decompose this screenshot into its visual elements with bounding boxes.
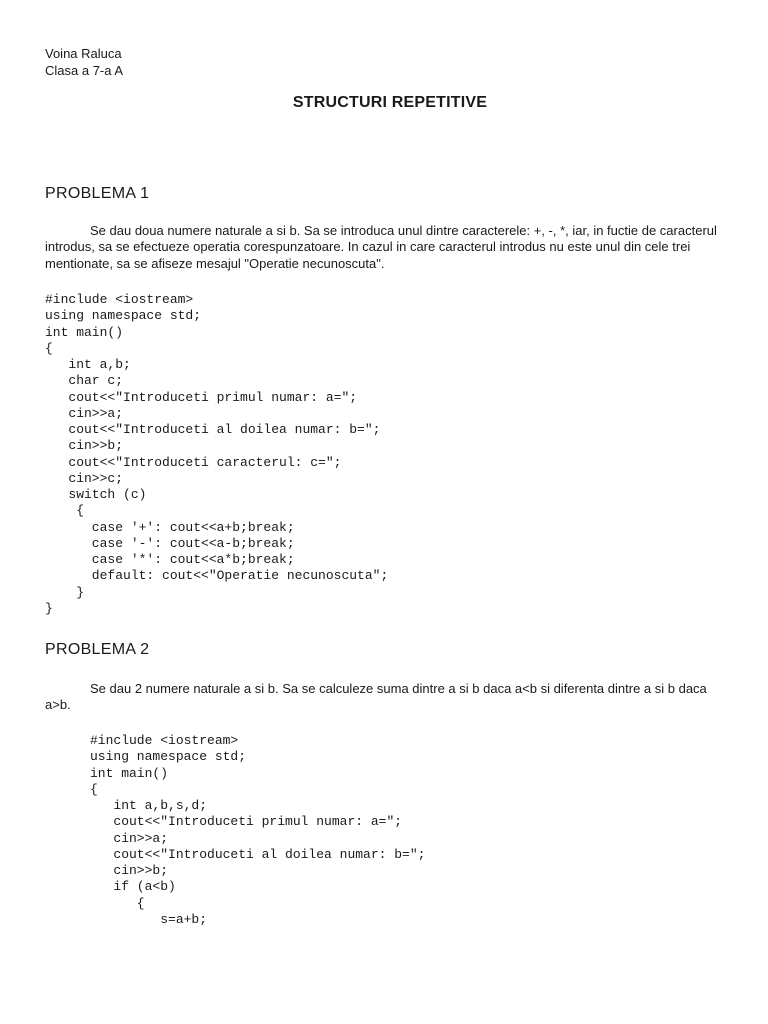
document-title: STRUCTURI REPETITIVE bbox=[292, 94, 488, 111]
code-line: } bbox=[45, 584, 85, 600]
code-line: int a,b; bbox=[45, 357, 131, 372]
code-line: case '-': cout<<a-b;break; bbox=[45, 535, 295, 551]
problem-2-heading: PROBLEMA 2 bbox=[45, 641, 150, 658]
code-line: cout<<"Introduceti primul numar: a="; bbox=[90, 814, 403, 830]
code-line: cout<<"Introduceti al doilea numar: b="; bbox=[90, 846, 426, 862]
code-line: { bbox=[45, 503, 85, 519]
code-line: switch (c) bbox=[45, 487, 147, 502]
code-line: case '+': cout<<a+b;break; bbox=[45, 519, 295, 535]
author-block bbox=[45, 45, 123, 79]
problem-2-code bbox=[90, 733, 425, 928]
code-line: cout<<"Introduceti caracterul: c="; bbox=[45, 454, 342, 470]
code-line: cin>>b; bbox=[45, 438, 124, 454]
problem-2-statement: Se dau 2 numere naturale a si b. Sa se calculeze suma dintre a si b daca a<b si diferenta dintre a si b daca a>b. bbox=[45, 681, 707, 713]
code-line: cin>>c; bbox=[45, 470, 124, 486]
code-line: int a,b,s,d; bbox=[90, 798, 208, 813]
problem-1-statement: Se dau doua numere naturale a si b. Sa se introduca unul dintre caracterele: +, -, *, iar, in fuctie de caracterul introdus, sa se efectueze operatia corespunzatoare. In cazul in care caracterul introdus nu este unul din cele trei mentionate, sa se afiseze mesajul "Operatie necunoscuta". bbox=[45, 223, 717, 271]
code-line: cin>>a; bbox=[45, 405, 124, 421]
code-line: using namespace std; bbox=[90, 749, 247, 765]
code-line: default: cout<<"Operatie necunoscuta"; bbox=[45, 568, 389, 584]
code-line: using namespace std; bbox=[45, 308, 202, 324]
code-line: cout<<"Introduceti al doilea numar: b="; bbox=[45, 422, 381, 437]
author-class: Clasa a 7-a A bbox=[45, 63, 124, 78]
code-line: if (a<b) bbox=[90, 879, 176, 895]
code-line: int main() bbox=[90, 765, 169, 781]
code-line: #include <iostream> bbox=[90, 733, 239, 748]
code-line: cout<<"Introduceti primul numar: a="; bbox=[45, 389, 358, 405]
code-line: cin>>b; bbox=[90, 863, 169, 878]
code-line: int main() bbox=[45, 324, 124, 340]
code-line: { bbox=[90, 895, 145, 911]
code-line: case '*': cout<<a*b;break; bbox=[45, 552, 295, 567]
author-name: Voina Raluca bbox=[45, 46, 122, 61]
code-line: s=a+b; bbox=[90, 911, 208, 927]
code-line: } bbox=[45, 600, 53, 616]
code-line: char c; bbox=[45, 373, 124, 389]
code-line: { bbox=[90, 781, 98, 797]
code-line: #include <iostream> bbox=[45, 292, 194, 307]
code-line: cin>>a; bbox=[90, 830, 169, 846]
code-line: { bbox=[45, 340, 53, 356]
problem-1-code bbox=[45, 292, 388, 617]
problem-1-heading: PROBLEMA 1 bbox=[45, 185, 150, 202]
